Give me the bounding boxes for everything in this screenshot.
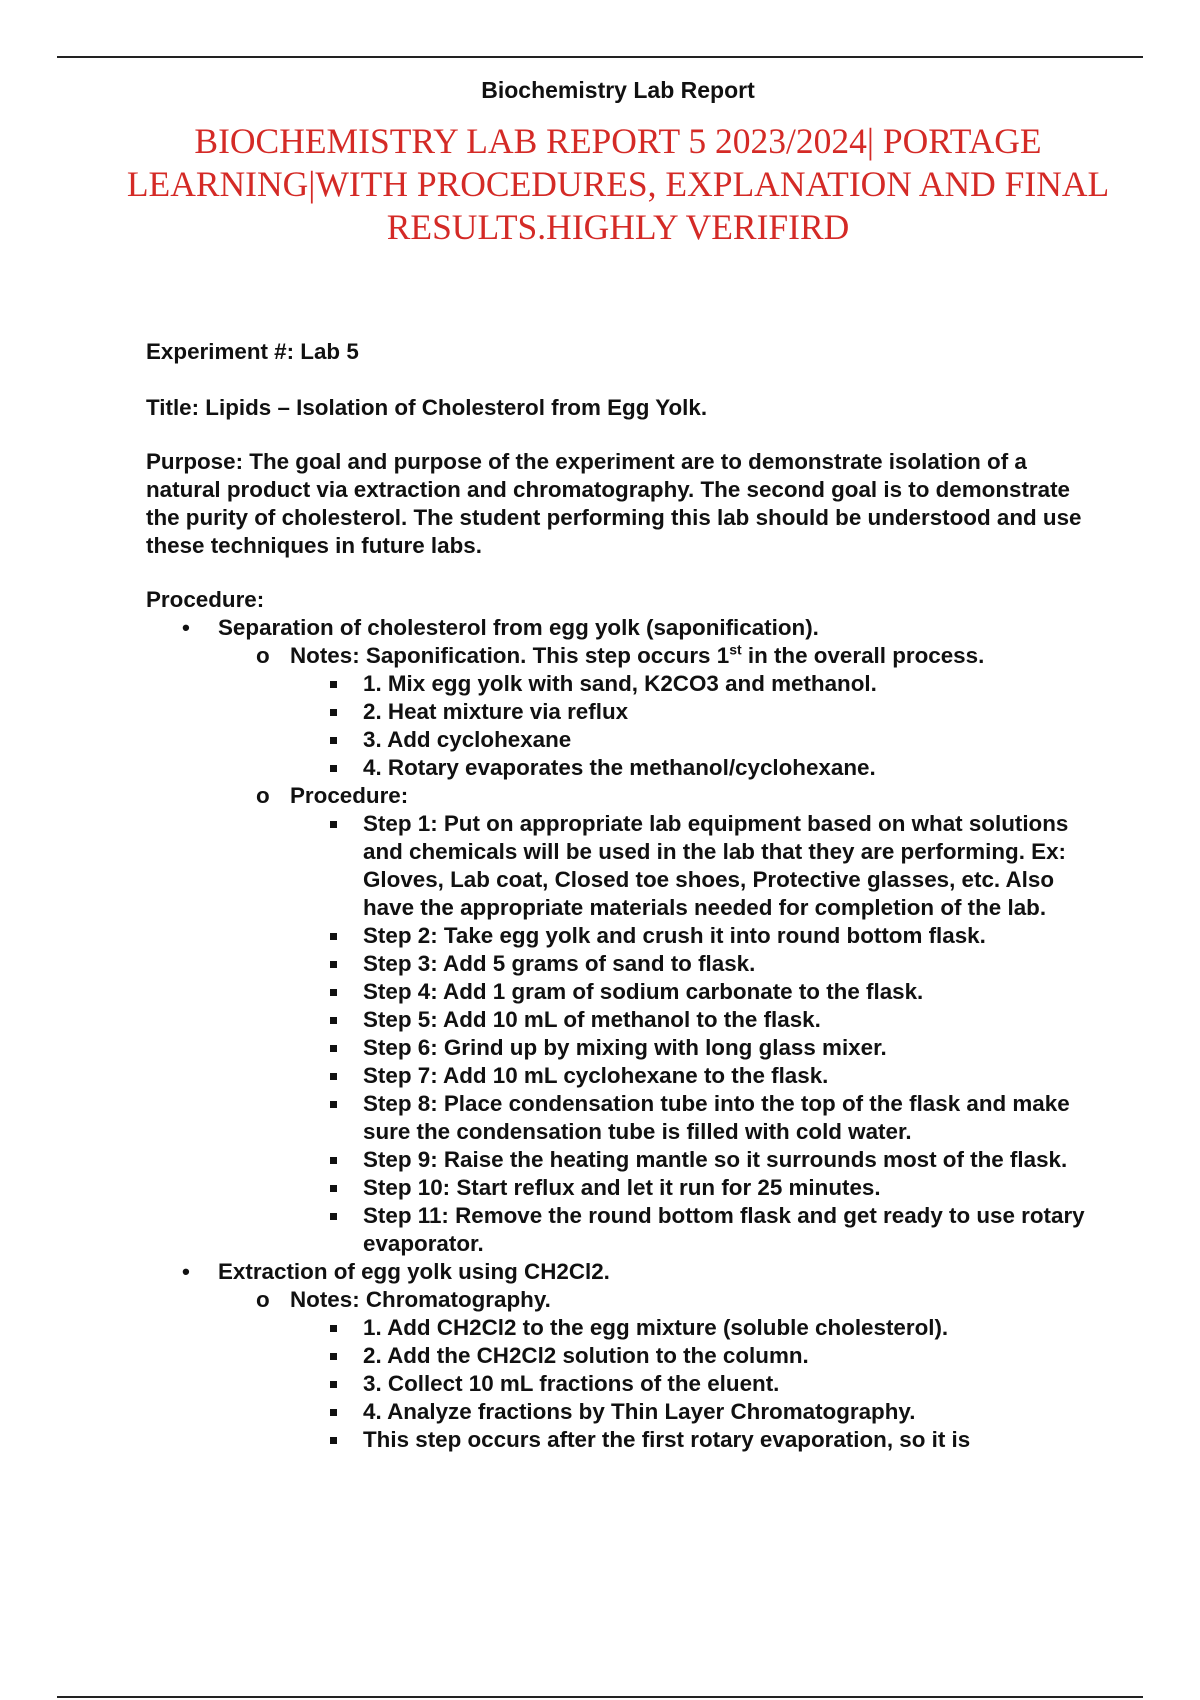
- list-item-text: Step 6: Grind up by mixing with long glass mixer.: [363, 1035, 887, 1060]
- square-bullet-icon: [330, 1409, 337, 1416]
- circle-bullet-icon: o: [256, 783, 270, 808]
- notes-item: [218, 642, 1096, 782]
- section-heading: Extraction of egg yolk using CH2Cl2.: [218, 1259, 610, 1284]
- square-bullet-icon: [330, 1073, 337, 1080]
- notes-text: Notes: Chromatography.: [290, 1287, 551, 1312]
- experiment-number: Experiment #: Lab 5: [146, 339, 359, 364]
- ordinal-suffix: st: [729, 641, 742, 658]
- square-bullet-icon: [330, 709, 337, 716]
- section-saponification: [146, 614, 1096, 1258]
- notes-steps: [290, 670, 1096, 782]
- square-bullet-icon: [330, 933, 337, 940]
- procedure-steps: [290, 810, 1096, 1258]
- list-item-text: Step 11: Remove the round bottom flask and get ready to use rotary evaporator.: [363, 1203, 1085, 1256]
- list-item: [290, 1426, 1096, 1454]
- list-item: [290, 698, 1096, 726]
- list-item: [290, 1174, 1096, 1202]
- square-bullet-icon: [330, 681, 337, 688]
- lab-title: Title: Lipids – Isolation of Cholesterol from Egg Yolk.: [146, 395, 708, 420]
- square-bullet-icon: [330, 1325, 337, 1332]
- list-item: [290, 810, 1096, 922]
- list-item-text: Step 2: Take egg yolk and crush it into round bottom flask.: [363, 923, 986, 948]
- list-item-text: Step 9: Raise the heating mantle so it surrounds most of the flask.: [363, 1147, 1068, 1172]
- list-item-text: This step occurs after the first rotary evaporation, so it is: [363, 1427, 971, 1452]
- square-bullet-icon: [330, 1381, 337, 1388]
- purpose-paragraph: Purpose: The goal and purpose of the experiment are to demonstrate isolation of a natural product via extraction and chromatography. The second goal is to demonstrate the purity of cholesterol. The student performing this lab should be understood and use these techniques in future labs.: [146, 449, 1082, 558]
- notes-steps: [290, 1314, 1096, 1454]
- list-item: [290, 1314, 1096, 1342]
- list-item: [290, 1398, 1096, 1426]
- square-bullet-icon: [330, 1157, 337, 1164]
- subsection-list: [218, 1286, 1096, 1454]
- report-body: [146, 338, 1096, 1454]
- list-item-text: Step 1: Put on appropriate lab equipment based on what solutions and chemicals will be used in the lab that they are performing. Ex: Gloves, Lab coat, Closed toe shoes, Protective glasses, etc. Also have the appropriate materials needed for completion of the lab.: [363, 811, 1069, 920]
- list-item: [290, 1146, 1096, 1174]
- notes-text: Notes: Saponification. This step occurs 1: [290, 643, 730, 668]
- list-item: [290, 1034, 1096, 1062]
- section-heading: Separation of cholesterol from egg yolk (saponification).: [218, 615, 819, 640]
- list-item-text: 1. Add CH2Cl2 to the egg mixture (soluble cholesterol).: [363, 1315, 949, 1340]
- list-item: [290, 922, 1096, 950]
- header-rule: [57, 56, 1143, 58]
- bullet-icon: •: [182, 615, 190, 640]
- square-bullet-icon: [330, 1045, 337, 1052]
- list-item-text: Step 10: Start reflux and let it run for 25 minutes.: [363, 1175, 881, 1200]
- list-item-text: 2. Heat mixture via reflux: [363, 699, 629, 724]
- section-extraction: [146, 1258, 1096, 1454]
- bullet-icon: •: [182, 1259, 190, 1284]
- notes-item: [218, 1286, 1096, 1454]
- square-bullet-icon: [330, 1353, 337, 1360]
- list-item: [290, 1062, 1096, 1090]
- list-item: [290, 1090, 1096, 1146]
- list-item-text: Step 8: Place condensation tube into the top of the flask and make sure the condensation tube is filled with cold water.: [363, 1091, 1070, 1144]
- list-item-text: Step 4: Add 1 gram of sodium carbonate to the flask.: [363, 979, 924, 1004]
- list-item-text: Step 7: Add 10 mL cyclohexane to the flask.: [363, 1063, 829, 1088]
- list-item-text: 3. Collect 10 mL fractions of the eluent.: [363, 1371, 780, 1396]
- list-item-text: 2. Add the CH2Cl2 solution to the column.: [363, 1343, 809, 1368]
- document-title: BIOCHEMISTRY LAB REPORT 5 2023/2024| PORTAGE LEARNING|WITH PROCEDURES, EXPLANATION AND FINAL RESULTS.HIGHLY VERIFIRD: [126, 121, 1110, 247]
- procedure-label: Procedure:: [290, 783, 409, 808]
- running-header: Biochemistry Lab Report: [481, 77, 755, 103]
- square-bullet-icon: [330, 1017, 337, 1024]
- list-item: [290, 1370, 1096, 1398]
- list-item-text: 4. Analyze fractions by Thin Layer Chromatography.: [363, 1399, 916, 1424]
- list-item: [290, 1202, 1096, 1258]
- procedure-list: [146, 614, 1096, 1454]
- square-bullet-icon: [330, 765, 337, 772]
- procedure-heading: Procedure:: [146, 587, 265, 612]
- square-bullet-icon: [330, 1213, 337, 1220]
- square-bullet-icon: [330, 989, 337, 996]
- notes-text-end: in the overall process.: [741, 643, 985, 668]
- square-bullet-icon: [330, 737, 337, 744]
- square-bullet-icon: [330, 1437, 337, 1444]
- circle-bullet-icon: o: [256, 643, 270, 668]
- list-item-text: Step 3: Add 5 grams of sand to flask.: [363, 951, 756, 976]
- footer-rule: [57, 1696, 1143, 1698]
- square-bullet-icon: [330, 1185, 337, 1192]
- circle-bullet-icon: o: [256, 1287, 270, 1312]
- list-item-text: 3. Add cyclohexane: [363, 727, 572, 752]
- subsection-list: [218, 642, 1096, 1258]
- square-bullet-icon: [330, 961, 337, 968]
- square-bullet-icon: [330, 821, 337, 828]
- list-item: [290, 726, 1096, 754]
- list-item: [290, 950, 1096, 978]
- list-item: [290, 1006, 1096, 1034]
- list-item-text: Step 5: Add 10 mL of methanol to the flask.: [363, 1007, 821, 1032]
- list-item: [290, 670, 1096, 698]
- list-item-text: 4. Rotary evaporates the methanol/cyclohexane.: [363, 755, 876, 780]
- list-item: [290, 1342, 1096, 1370]
- list-item: [290, 978, 1096, 1006]
- square-bullet-icon: [330, 1101, 337, 1108]
- procedure-item: [218, 782, 1096, 1258]
- list-item: [290, 754, 1096, 782]
- list-item-text: 1. Mix egg yolk with sand, K2CO3 and methanol.: [363, 671, 877, 696]
